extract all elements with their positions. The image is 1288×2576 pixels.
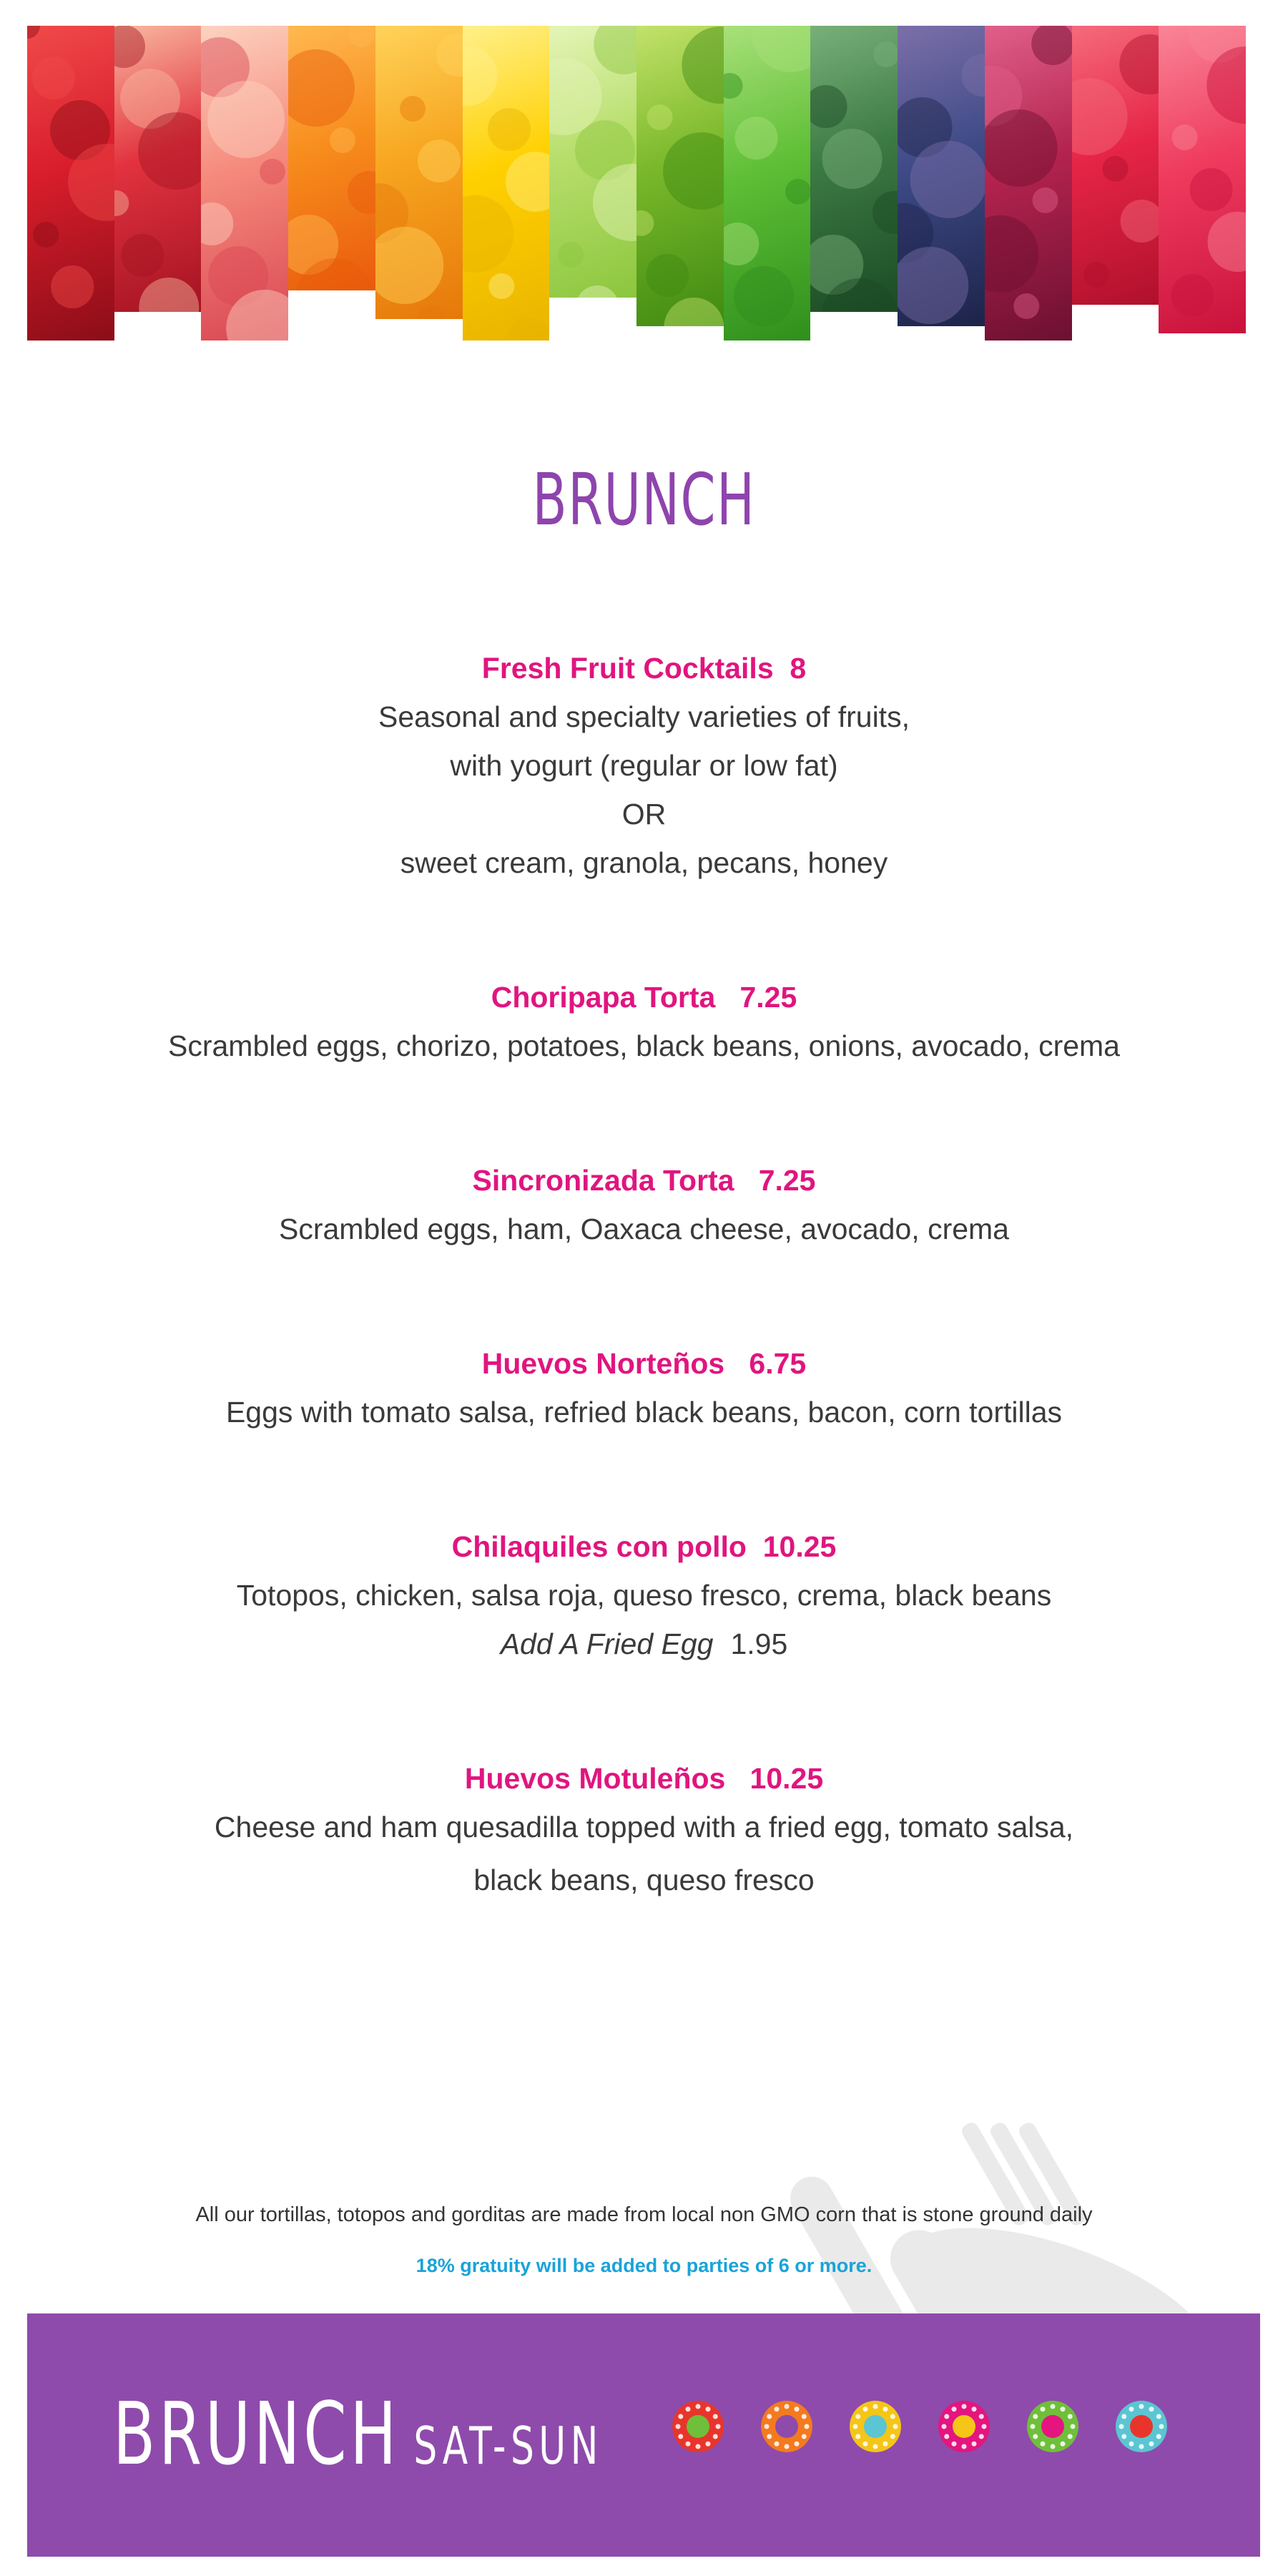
- menu-item-description: Scrambled eggs, chorizo, potatoes, black beans, onions, avocado, crema: [168, 1029, 1120, 1062]
- fruit-strip-papaya: [288, 26, 375, 290]
- decorative-dots: [671, 2399, 1169, 2454]
- fruit-strip-orange: [375, 26, 463, 319]
- fruit-strip-pitaya: [1159, 26, 1246, 333]
- menu-item: [0, 1156, 1288, 1253]
- corn-footnote: All our tortillas, totopos and gorditas are made from local non GMO corn that is stone ground daily: [195, 2203, 1093, 2226]
- decorative-dot-icon: [1114, 2399, 1169, 2454]
- decorative-dot-icon: [1026, 2399, 1080, 2454]
- footer-title: [113, 2385, 603, 2484]
- footer-title-main: BRUNCH: [113, 2385, 400, 2484]
- menu-item-description: black beans, queso fresco: [473, 1864, 815, 1896]
- menu-item: [0, 1339, 1288, 1436]
- menu-item-description: Cheese and ham quesadilla topped with a fried egg, tomato salsa,: [214, 1811, 1074, 1843]
- menu-item-name: Choripapa Torta 7.25: [491, 981, 797, 1014]
- fruit-strip-broccoli: [810, 26, 898, 312]
- menu-item-description: with yogurt (regular or low fat): [450, 749, 838, 782]
- fruit-strip-grape-green: [549, 26, 636, 298]
- menu-item-description: sweet cream, granola, pecans, honey: [400, 846, 888, 879]
- fruit-strip-raspberry: [1072, 26, 1159, 305]
- menu-item: [0, 1522, 1288, 1668]
- menu-item: [0, 973, 1288, 1070]
- fruit-strip-blueberry: [898, 26, 985, 326]
- menu-item-name: Huevos Motuleños 10.25: [464, 1762, 824, 1795]
- decorative-dot-icon: [937, 2399, 991, 2454]
- footer-title-days: SAT-SUN: [413, 2416, 603, 2476]
- menu-list: [0, 644, 1288, 1909]
- fruit-strip-red-grape: [985, 26, 1072, 341]
- addon-label: Add A Fried Egg: [500, 1627, 714, 1660]
- footer-band: [27, 2313, 1260, 2557]
- menu-item-description: Totopos, chicken, salsa roja, queso fresco, crema, black beans: [236, 1579, 1052, 1612]
- decorative-dot-icon: [671, 2399, 725, 2454]
- menu-item-description: Seasonal and specialty varieties of fruits,: [378, 700, 910, 733]
- fruit-strip-lettuce: [724, 26, 811, 341]
- menu-item-name: Huevos Norteños 6.75: [481, 1347, 807, 1380]
- fruit-strip-strawberry: [114, 26, 202, 312]
- fruit-strip-kiwi: [636, 26, 724, 326]
- fruit-strip-cherry: [27, 26, 114, 341]
- decorative-dot-icon: [759, 2399, 814, 2454]
- fruit-strip-watermelon: [201, 26, 288, 341]
- menu-item-name: Fresh Fruit Cocktails 8: [481, 652, 807, 685]
- menu-item: [0, 1754, 1288, 1909]
- gratuity-note: 18% gratuity will be added to parties of 6 or more.: [416, 2255, 872, 2276]
- addon-price: 1.95: [730, 1627, 788, 1660]
- fruit-banner: [27, 26, 1246, 341]
- decorative-dot-icon: [848, 2399, 903, 2454]
- menu-item: [0, 644, 1288, 887]
- menu-item-name: Sincronizada Torta 7.25: [472, 1164, 816, 1197]
- fruit-strip-corn: [463, 26, 550, 341]
- page-title: BRUNCH: [532, 458, 756, 542]
- menu-item-addon: [0, 1620, 1288, 1668]
- menu-item-description: Scrambled eggs, ham, Oaxaca cheese, avocado, crema: [279, 1213, 1009, 1245]
- menu-item-name: Chilaquiles con pollo 10.25: [451, 1530, 837, 1563]
- menu-item-description: Eggs with tomato salsa, refried black beans, bacon, corn tortillas: [225, 1396, 1063, 1429]
- menu-item-description: OR: [621, 798, 667, 831]
